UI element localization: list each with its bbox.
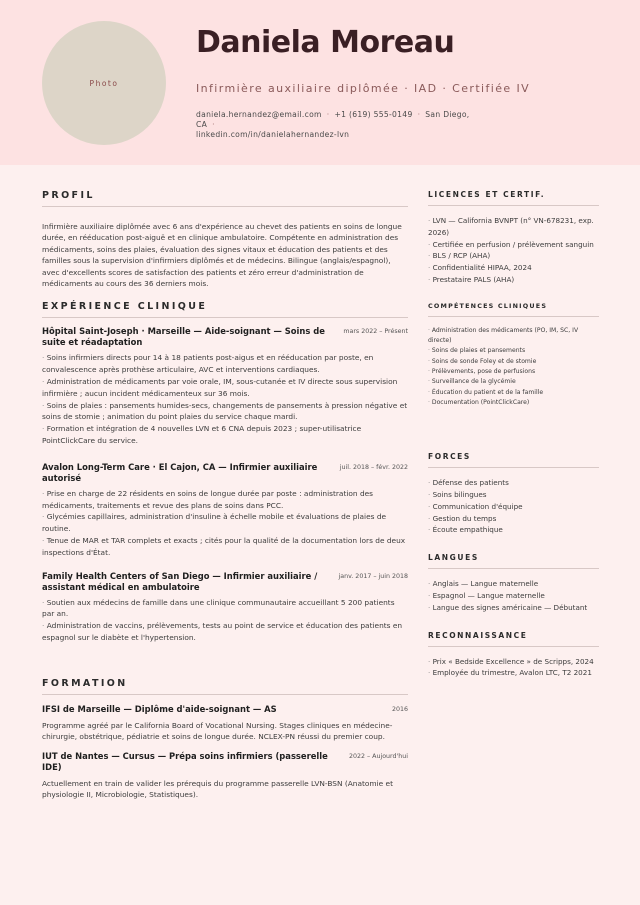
- job-bullet: · Soins infirmiers directs pour 14 à 18 patients post-aigus et en rééducation par poste, en convalescence après prothèse articulaire, AVC et interventions cardiaques.: [42, 352, 408, 376]
- education-date: 2016: [391, 705, 408, 713]
- education-title: IUT de Nantes — Cursus — Prépa soins infirmiers (passerelle IDE): [42, 750, 328, 772]
- licenses-list: [428, 215, 599, 286]
- job-bullet: · Soins de plaies : pansements humides-secs, changements de pansements à pression négative et soins de stomie ; animation du point plaies du service chaque mardi.: [42, 400, 408, 424]
- job-title: Avalon Long-Term Care · El Cajon, CA — Infirmier auxiliaire autorisé: [42, 461, 318, 483]
- list-item: · Documentation (PointClickCare): [428, 398, 599, 408]
- profile-heading: PROFIL: [42, 190, 408, 207]
- list-item: · Prix « Bedside Excellence » de Scripps, 2024: [428, 656, 599, 668]
- education-heading: FORMATION: [42, 678, 408, 695]
- list-item: · Administration des médicaments (PO, IM, SC, IV directe): [428, 326, 599, 347]
- resume-header: [0, 0, 640, 165]
- job-bullet: · Tenue de MAR et TAR complets et exacts ; cités pour la qualité de la documentation lors de deux inspections d'État.: [42, 535, 408, 559]
- job-entry: [42, 462, 408, 559]
- awards-list: [428, 656, 599, 680]
- photo-label: Photo: [89, 78, 119, 88]
- strengths-list: [428, 477, 599, 536]
- list-item: · Gestion du temps: [428, 513, 599, 525]
- list-item: · Écoute empathique: [428, 524, 599, 536]
- list-item: · Langue des signes américaine — Débutant: [428, 602, 599, 614]
- list-item: · Prestataire PALS (AHA): [428, 274, 599, 286]
- list-item: · Employée du trimestre, Avalon LTC, T2 2021: [428, 667, 599, 679]
- list-item: · Éducation du patient et de la famille: [428, 388, 599, 398]
- list-item: · Certifiée en perfusion / prélèvement sanguin: [428, 239, 599, 251]
- job-bullet: · Administration de vaccins, prélèvements, tests au point de service et éducation des patients en espagnol sur le diabète et l'hypertension.: [42, 620, 408, 644]
- job-date: mars 2022 – Présent: [343, 328, 408, 336]
- photo-placeholder: [42, 21, 166, 145]
- profile-text: Infirmière auxiliaire diplômée avec 6 ans d'expérience au chevet des patients en soins de longue durée, en rééducation post-aiguë et en clinique ambulatoire. Compétente en administration des médicaments, soins des plaies, évaluation des signes vitaux et éducation des patients et des familles sous la supervision d'infirmiers diplômés et de médecins. Bilingue (anglais/espagnol), avec d'excellents scores de satisfaction des patients et zéro erreur d'administration de médicaments au cours des 36 derniers mois.: [42, 222, 402, 289]
- job-date: juil. 2018 – févr. 2022: [339, 463, 408, 471]
- job-bullet: · Formation et intégration de 4 nouvelles LVN et 6 CNA depuis 2023 ; super-utilisatrice PointClickCare du service.: [42, 423, 408, 447]
- education-text: Actuellement en train de valider les prérequis du programme passerelle LVN-BSN (Anatomie et physiologie II, Microbiologie, Statistiques).: [42, 778, 393, 799]
- list-item: · Soins de plaies et pansements: [428, 346, 599, 356]
- job-title: Family Health Centers of San Diego — Infirmier auxiliaire / assistant médical en ambulatoire: [42, 570, 318, 592]
- contact-email[interactable]: daniela.hernandez@email.com: [196, 110, 322, 119]
- candidate-name: Daniela Moreau: [196, 25, 455, 60]
- candidate-title: Infirmière auxiliaire diplômée · IAD · Certifiée IV: [196, 82, 531, 95]
- education-date: 2022 – Aujourd'hui: [348, 752, 408, 760]
- education-text: Programme agréé par le California Board of Vocational Nursing. Stages cliniques en médecine-chirurgie, obstétrique, pédiatrie et soins de longue durée. NCLEX-PN réussi du premier coup.: [42, 720, 393, 742]
- education-title: IFSI de Marseille — Diplôme d'aide-soignant — AS: [42, 703, 277, 714]
- experience-heading: EXPÉRIENCE CLINIQUE: [42, 301, 408, 318]
- list-item: · Soins bilingues: [428, 489, 599, 501]
- list-item: · Espagnol — Langue maternelle: [428, 590, 599, 602]
- languages-heading: LANGUES: [428, 553, 599, 569]
- languages-list: [428, 578, 599, 613]
- list-item: · Communication d'équipe: [428, 501, 599, 513]
- awards-heading: RECONNAISSANCE: [428, 631, 599, 647]
- strengths-heading: FORCES: [428, 452, 599, 468]
- list-item: · LVN — California BVNPT (n° VN-678231, exp. 2026): [428, 215, 599, 239]
- separator: ·: [326, 110, 330, 119]
- job-bullet: · Administration de médicaments par voie orale, IM, sous-cutanée et IV directe sous supervision infirmière ; aucun incident médicamenteux sur 36 mois.: [42, 376, 408, 400]
- separator: ·: [212, 120, 215, 129]
- contact-phone: +1 (619) 555-0149: [334, 110, 413, 119]
- sidebar-column: [428, 190, 599, 679]
- contact-line: [196, 110, 496, 140]
- job-entry: [42, 326, 408, 446]
- education-entry: [42, 704, 408, 743]
- contact-location: San Diego, CA: [196, 110, 470, 129]
- job-bullet: · Prise en charge de 22 résidents en soins de longue durée par poste : administration des médicaments, traitements et revue des plans de soins dans PCC.: [42, 488, 408, 512]
- separator: ·: [417, 110, 421, 119]
- job-bullet: · Soutien aux médecins de famille dans une clinique communautaire accueillant 5 200 patients par an.: [42, 597, 408, 621]
- list-item: · BLS / RCP (AHA): [428, 250, 599, 262]
- skills-list: [428, 326, 599, 408]
- job-date: janv. 2017 – juin 2018: [338, 572, 408, 580]
- list-item: · Défense des patients: [428, 477, 599, 489]
- list-item: · Anglais — Langue maternelle: [428, 578, 599, 590]
- job-entry: [42, 571, 408, 644]
- list-item: · Prélèvements, pose de perfusions: [428, 367, 599, 377]
- list-item: · Surveillance de la glycémie: [428, 377, 599, 387]
- licenses-heading: LICENCES ET CERTIF.: [428, 190, 599, 206]
- list-item: · Confidentialité HIPAA, 2024: [428, 262, 599, 274]
- main-column: [42, 190, 408, 800]
- skills-heading: COMPÉTENCES CLINIQUES: [428, 302, 599, 317]
- job-title: Hôpital Saint-Joseph · Marseille — Aide-soignant — Soins de suite et réadaptation: [42, 326, 325, 348]
- list-item: · Soins de sonde Foley et de stomie: [428, 357, 599, 367]
- job-bullet: · Glycémies capillaires, administration d'insuline à échelle mobile et évaluations de plaies de routine.: [42, 511, 408, 535]
- education-entry: [42, 751, 408, 801]
- contact-linkedin[interactable]: linkedin.com/in/danielahernandez-lvn: [196, 130, 350, 139]
